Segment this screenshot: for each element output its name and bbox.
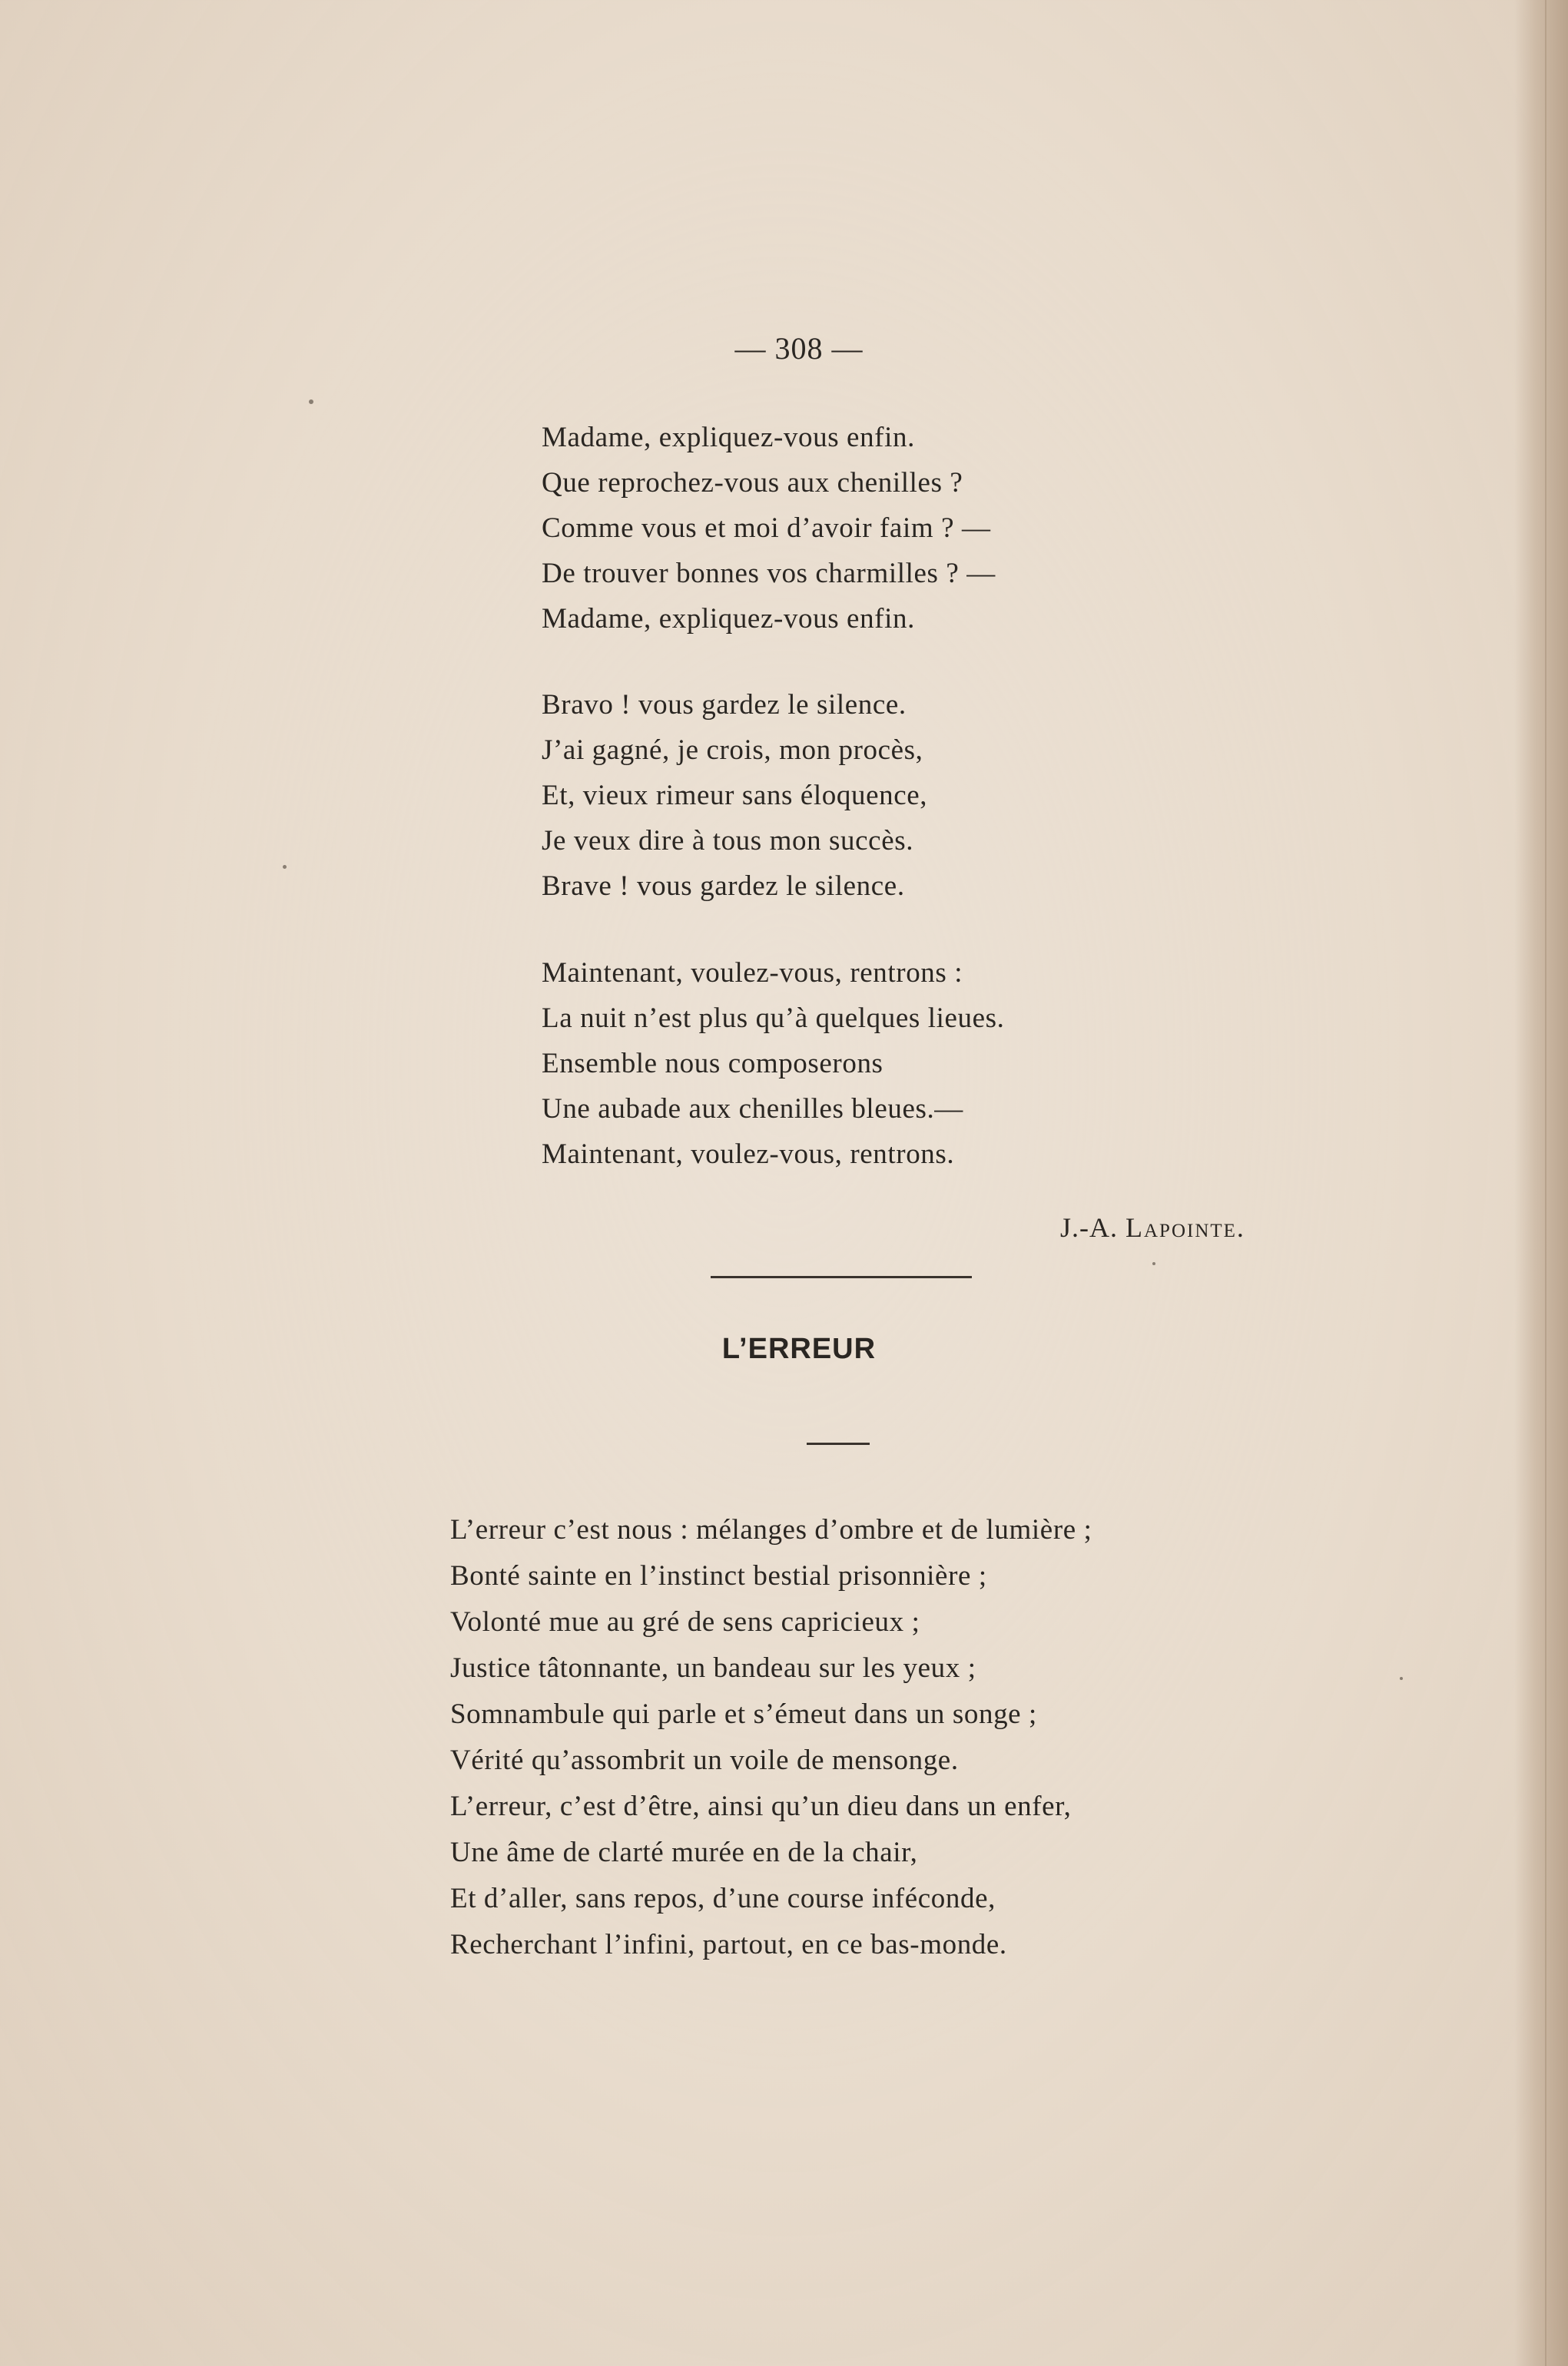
paper-speck (309, 399, 313, 404)
author-surname: Lapointe. (1125, 1212, 1245, 1243)
verse-line: Que reprochez-vous aux chenilles ? (542, 467, 963, 499)
verse-line: De trouver bonnes vos charmilles ? — (542, 558, 996, 589)
section-divider (711, 1276, 972, 1278)
paper-speck (1152, 1262, 1155, 1265)
verse-line: Ensemble nous composerons (542, 1048, 883, 1079)
verse-line: Volonté mue au gré de sens capricieux ; (450, 1606, 920, 1638)
verse-line: L’erreur c’est nous : mélanges d’ombre et de lumière ; (450, 1514, 1092, 1546)
author-signature (1060, 1211, 1245, 1244)
verse-line: Somnambule qui parle et s’émeut dans un songe ; (450, 1698, 1037, 1730)
stanza-1 (542, 415, 996, 641)
paper-speck (283, 865, 287, 869)
verse-line: La nuit n’est plus qu’à quelques lieues. (542, 1002, 1005, 1034)
verse-line: Une âme de clarté murée en de la chair, (450, 1837, 918, 1868)
verse-line: Et, vieux rimeur sans éloquence, (542, 780, 928, 811)
poem-title: L’ERREUR (721, 1333, 877, 1365)
verse-line: Maintenant, voulez-vous, rentrons : (542, 957, 963, 989)
verse-line: Justice tâtonnante, un bandeau sur les yeux ; (450, 1652, 976, 1684)
verse-line: J’ai gagné, je crois, mon procès, (542, 734, 923, 766)
verse-line: Une aubade aux chenilles bleues.— (542, 1093, 963, 1125)
verse-line: Et d’aller, sans repos, d’une course inféconde, (450, 1883, 996, 1914)
verse-line: Recherchant l’infini, partout, en ce bas-monde. (450, 1929, 1007, 1960)
stanza-3 (542, 950, 1005, 1177)
stanza-2 (542, 682, 927, 909)
verse-line: Comme vous et moi d’avoir faim ? — (542, 512, 991, 544)
author-initials: J.-A. (1060, 1212, 1118, 1243)
verse-line: Madame, expliquez-vous enfin. (542, 603, 915, 635)
verse-line: Bravo ! vous gardez le silence. (542, 689, 907, 721)
paper-speck (1400, 1677, 1403, 1680)
verse-line: Maintenant, voulez-vous, rentrons. (542, 1138, 955, 1170)
page-number: — 308 — (734, 331, 864, 366)
title-underline (807, 1443, 870, 1445)
verse-line: Je veux dire à tous mon succès. (542, 825, 914, 857)
verse-line: L’erreur, c’est d’être, ainsi qu’un dieu dans un enfer, (450, 1791, 1072, 1822)
verse-line: Brave ! vous gardez le silence. (542, 870, 905, 902)
verse-line: Vérité qu’assombrit un voile de mensonge. (450, 1745, 959, 1776)
poem-lerreur (450, 1507, 1092, 1968)
verse-line: Madame, expliquez-vous enfin. (542, 422, 915, 453)
verse-line: Bonté sainte en l’instinct bestial prisonnière ; (450, 1560, 987, 1592)
